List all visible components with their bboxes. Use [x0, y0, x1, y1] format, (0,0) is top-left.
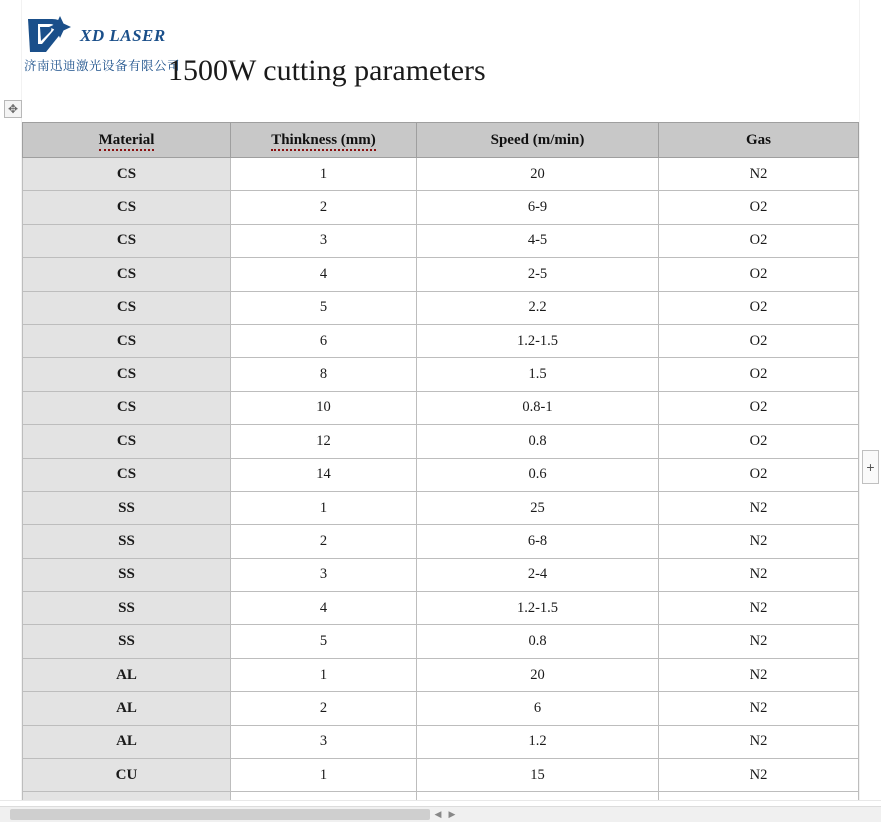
cell-thickness[interactable]: 3 [231, 558, 417, 591]
table-row [23, 425, 859, 458]
table-body [23, 158, 859, 822]
cell-material[interactable]: AL [23, 658, 231, 691]
cell-thickness[interactable]: 3 [231, 725, 417, 758]
add-column-button[interactable]: + [862, 450, 879, 484]
cell-material[interactable]: CS [23, 391, 231, 424]
horizontal-scrollbar-thumb[interactable] [10, 809, 430, 820]
cell-material[interactable]: SS [23, 592, 231, 625]
cell-speed[interactable]: 0.8 [417, 625, 659, 658]
cell-gas[interactable]: N2 [659, 658, 859, 691]
cell-thickness[interactable]: 2 [231, 525, 417, 558]
column-header-speed-label: Speed (m/min) [490, 131, 585, 148]
cell-thickness[interactable]: 5 [231, 625, 417, 658]
cell-thickness[interactable]: 12 [231, 425, 417, 458]
table-header-row [23, 123, 859, 158]
cell-material[interactable]: CS [23, 358, 231, 391]
cell-gas[interactable]: O2 [659, 458, 859, 491]
cell-gas[interactable]: O2 [659, 291, 859, 324]
table-row [23, 491, 859, 524]
cell-speed[interactable]: 0.6 [417, 458, 659, 491]
table-row [23, 558, 859, 591]
table-row [23, 458, 859, 491]
column-header-material[interactable] [23, 123, 231, 158]
cell-thickness[interactable]: 6 [231, 324, 417, 357]
table-row [23, 291, 859, 324]
page-title: 1500W cutting parameters [168, 54, 486, 87]
cell-thickness[interactable]: 8 [231, 358, 417, 391]
column-header-gas[interactable] [659, 123, 859, 158]
cell-gas[interactable]: O2 [659, 324, 859, 357]
table-row [23, 158, 859, 191]
right-margin-guide [859, 0, 860, 806]
cell-gas[interactable]: N2 [659, 525, 859, 558]
cell-material[interactable]: CS [23, 291, 231, 324]
cell-speed[interactable]: 2-5 [417, 258, 659, 291]
cell-material[interactable]: CS [23, 324, 231, 357]
cell-thickness[interactable]: 1 [231, 158, 417, 191]
column-header-gas-label: Gas [745, 131, 771, 148]
cell-gas[interactable]: N2 [659, 592, 859, 625]
scroll-left-icon[interactable]: ◀ [434, 809, 442, 819]
table-row [23, 358, 859, 391]
cell-gas[interactable]: N2 [659, 491, 859, 524]
cell-speed[interactable]: 0.8-1 [417, 391, 659, 424]
cell-thickness[interactable]: 14 [231, 458, 417, 491]
table-row [23, 324, 859, 357]
cell-material[interactable]: CU [23, 759, 231, 792]
table-row [23, 391, 859, 424]
cell-thickness[interactable]: 1 [231, 658, 417, 691]
cell-material[interactable]: CS [23, 425, 231, 458]
table-row [23, 692, 859, 725]
cell-thickness[interactable]: 5 [231, 291, 417, 324]
cell-material[interactable]: AL [23, 725, 231, 758]
cell-gas[interactable]: O2 [659, 425, 859, 458]
table-row [23, 224, 859, 257]
cell-speed[interactable]: 1.2-1.5 [417, 592, 659, 625]
cell-gas[interactable]: N2 [659, 625, 859, 658]
cell-gas[interactable]: O2 [659, 191, 859, 224]
table-row [23, 625, 859, 658]
table-row [23, 592, 859, 625]
cell-gas[interactable]: N2 [659, 692, 859, 725]
cell-material[interactable]: CS [23, 191, 231, 224]
cell-gas[interactable]: O2 [659, 224, 859, 257]
cell-speed[interactable]: 1.2-1.5 [417, 324, 659, 357]
table-row [23, 258, 859, 291]
cell-material[interactable]: SS [23, 558, 231, 591]
cell-speed[interactable]: 6-9 [417, 191, 659, 224]
cell-speed[interactable]: 0.8 [417, 425, 659, 458]
table-move-handle-icon[interactable]: ✥ [4, 100, 22, 118]
cell-thickness[interactable]: 2 [231, 191, 417, 224]
cell-gas[interactable]: N2 [659, 558, 859, 591]
table-row [23, 658, 859, 691]
cell-speed[interactable]: 20 [417, 158, 659, 191]
cell-material[interactable]: CS [23, 224, 231, 257]
horizontal-scrollbar[interactable] [0, 806, 881, 822]
cell-thickness[interactable]: 4 [231, 258, 417, 291]
table-row [23, 191, 859, 224]
scroll-right-icon[interactable]: ▶ [448, 809, 456, 819]
column-header-material-label: Material [99, 132, 155, 151]
cell-gas[interactable]: N2 [659, 725, 859, 758]
cell-material[interactable]: CS [23, 158, 231, 191]
cell-speed[interactable]: 4-5 [417, 224, 659, 257]
cell-speed[interactable]: 1.5 [417, 358, 659, 391]
logo-english-name: XD LASER [80, 26, 166, 45]
cell-gas[interactable]: O2 [659, 391, 859, 424]
cell-thickness[interactable]: 1 [231, 491, 417, 524]
logo-chinese-name: 济南迅迪激光设备有限公司 [24, 58, 181, 73]
cell-material[interactable]: AL [23, 692, 231, 725]
table-row [23, 759, 859, 792]
cell-speed[interactable]: 6 [417, 692, 659, 725]
cell-material[interactable]: CS [23, 258, 231, 291]
cell-material[interactable]: SS [23, 625, 231, 658]
company-logo [22, 14, 181, 82]
cutting-parameters-table [22, 122, 859, 821]
cell-gas[interactable]: O2 [659, 358, 859, 391]
cell-speed[interactable]: 20 [417, 658, 659, 691]
column-header-thickness[interactable] [231, 123, 417, 158]
column-header-thickness-label: Thinkness (mm) [271, 132, 376, 151]
cell-gas[interactable]: N2 [659, 158, 859, 191]
cell-gas[interactable]: N2 [659, 759, 859, 792]
cell-speed[interactable]: 25 [417, 491, 659, 524]
cell-speed[interactable]: 6-8 [417, 525, 659, 558]
cell-speed[interactable]: 2-4 [417, 558, 659, 591]
cell-speed[interactable]: 15 [417, 759, 659, 792]
cell-thickness[interactable]: 1 [231, 759, 417, 792]
cell-speed[interactable]: 1.2 [417, 725, 659, 758]
cell-material[interactable]: SS [23, 491, 231, 524]
cell-gas[interactable]: O2 [659, 258, 859, 291]
cell-thickness[interactable]: 10 [231, 391, 417, 424]
cell-speed[interactable]: 2.2 [417, 291, 659, 324]
cell-material[interactable]: SS [23, 525, 231, 558]
table-row [23, 725, 859, 758]
cell-thickness[interactable]: 2 [231, 692, 417, 725]
cell-thickness[interactable]: 3 [231, 224, 417, 257]
laser-logo-icon [26, 16, 78, 56]
table-row [23, 525, 859, 558]
cell-thickness[interactable]: 4 [231, 592, 417, 625]
cell-material[interactable]: CS [23, 458, 231, 491]
column-header-speed[interactable] [417, 123, 659, 158]
